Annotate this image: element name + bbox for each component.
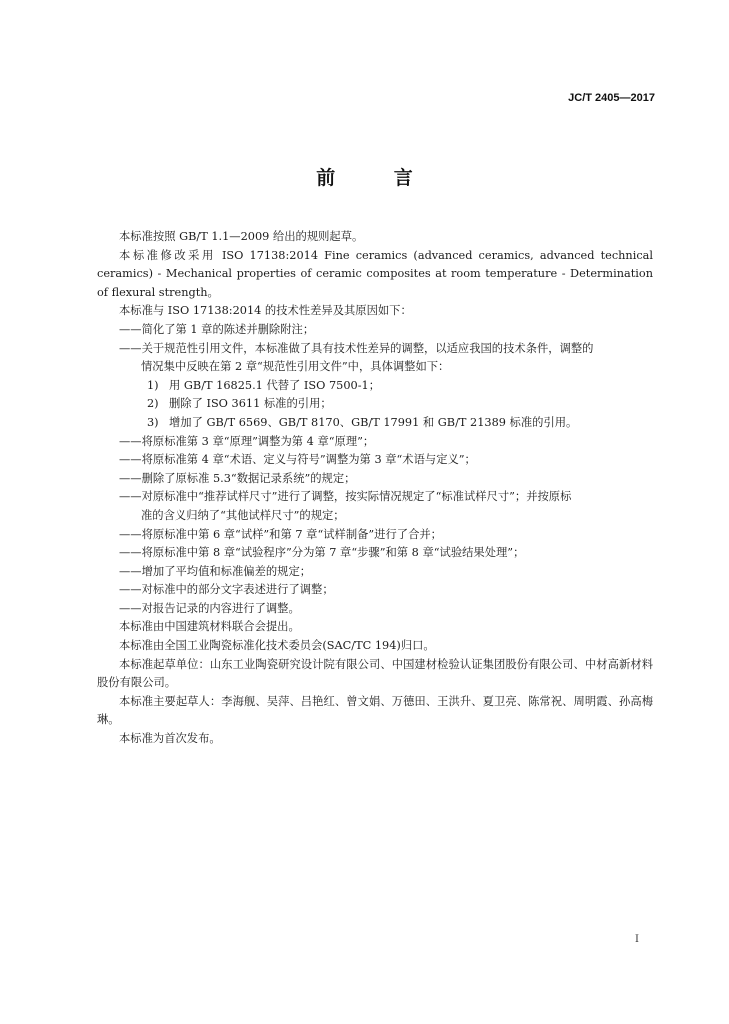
list-item: ——增加了平均值和标准偏差的规定； (119, 564, 312, 578)
page-title: 前 言 (316, 167, 439, 189)
paragraph: 本标准主要起草人：李海舰、吴萍、吕艳红、曾文娟、万德田、王洪升、夏卫亮、陈常祝、周明霞、孙高梅琳。 (97, 694, 653, 727)
list-item (97, 340, 653, 377)
paragraph: 本标准按照 GB/T 1.1—2009 给出的规则起草。 (119, 230, 364, 243)
list-item-line: 准的含义归纳了“其他试样尺寸”的规定； (141, 508, 345, 522)
paragraph: 本标准与 ISO 17138:2014 的技术性差异及其原因如下： (119, 304, 412, 318)
list-item-line: 情况集中反映在第 2 章“规范性引用文件”中，具体调整如下： (141, 360, 450, 374)
paragraph: 本标准修改采用 ISO 17138:2014 Fine ceramics (advanced ceramics, advanced technical ceramics) - Mechanical properties of ceramic composites at room temperature - Determination of flexural strength。 (97, 248, 653, 299)
list-item: ——删除了原标准 5.3“数据记录系统”的规定； (119, 471, 356, 485)
paragraph: 本标准起草单位：山东工业陶瓷研究设计院有限公司、中国建材检验认证集团股份有限公司、中材高新材料股份有限公司。 (97, 657, 653, 690)
item-number: 2) (147, 397, 159, 411)
item-number: 3) (147, 415, 159, 429)
item-text: 用 GB/T 16825.1 代替了 ISO 7500-1； (169, 378, 381, 392)
document-body (97, 228, 653, 749)
list-item (97, 488, 653, 525)
item-text: 增加了 GB/T 6569、GB/T 8170、GB/T 17991 和 GB/T 21389 标准的引用。 (169, 415, 578, 429)
list-item: ——将原标准第 3 章“原理”调整为第 4 章“原理”； (119, 434, 375, 448)
list-item-line: ——关于规范性引用文件，本标准做了具有技术性差异的调整，以适应我国的技术条件，调整的 (119, 341, 594, 355)
list-item: ——对标准中的部分文字表述进行了调整； (119, 583, 334, 597)
list-item: ——将原标准中第 8 章“试验程序”分为第 7 章“步骤”和第 8 章“试验结果处理”； (119, 546, 525, 560)
list-item: ——简化了第 1 章的陈述并删除附注； (119, 322, 315, 336)
item-number: 1) (147, 378, 159, 392)
numbered-item (97, 414, 653, 433)
numbered-item (97, 377, 653, 396)
standard-number: JC/T 2405—2017 (568, 92, 655, 104)
list-item-line: ——对原标准中“推荐试样尺寸”进行了调整，按实际情况规定了“标准试样尺寸”；并按原标 (119, 490, 572, 504)
list-item: ——将原标准中第 6 章“试样”和第 7 章“试样制备”进行了合并； (119, 527, 442, 541)
numbered-item (97, 395, 653, 414)
item-text: 删除了 ISO 3611 标准的引用； (169, 397, 332, 411)
page-number: I (635, 934, 639, 945)
list-item: ——将原标准第 4 章“术语、定义与符号”调整为第 3 章“术语与定义”； (119, 453, 476, 467)
list-item: ——对报告记录的内容进行了调整。 (119, 601, 300, 615)
paragraph: 本标准由全国工业陶瓷标准化技术委员会(SAC/TC 194)归口。 (119, 639, 435, 653)
paragraph: 本标准为首次发布。 (119, 732, 221, 746)
paragraph: 本标准由中国建筑材料联合会提出。 (119, 620, 300, 634)
